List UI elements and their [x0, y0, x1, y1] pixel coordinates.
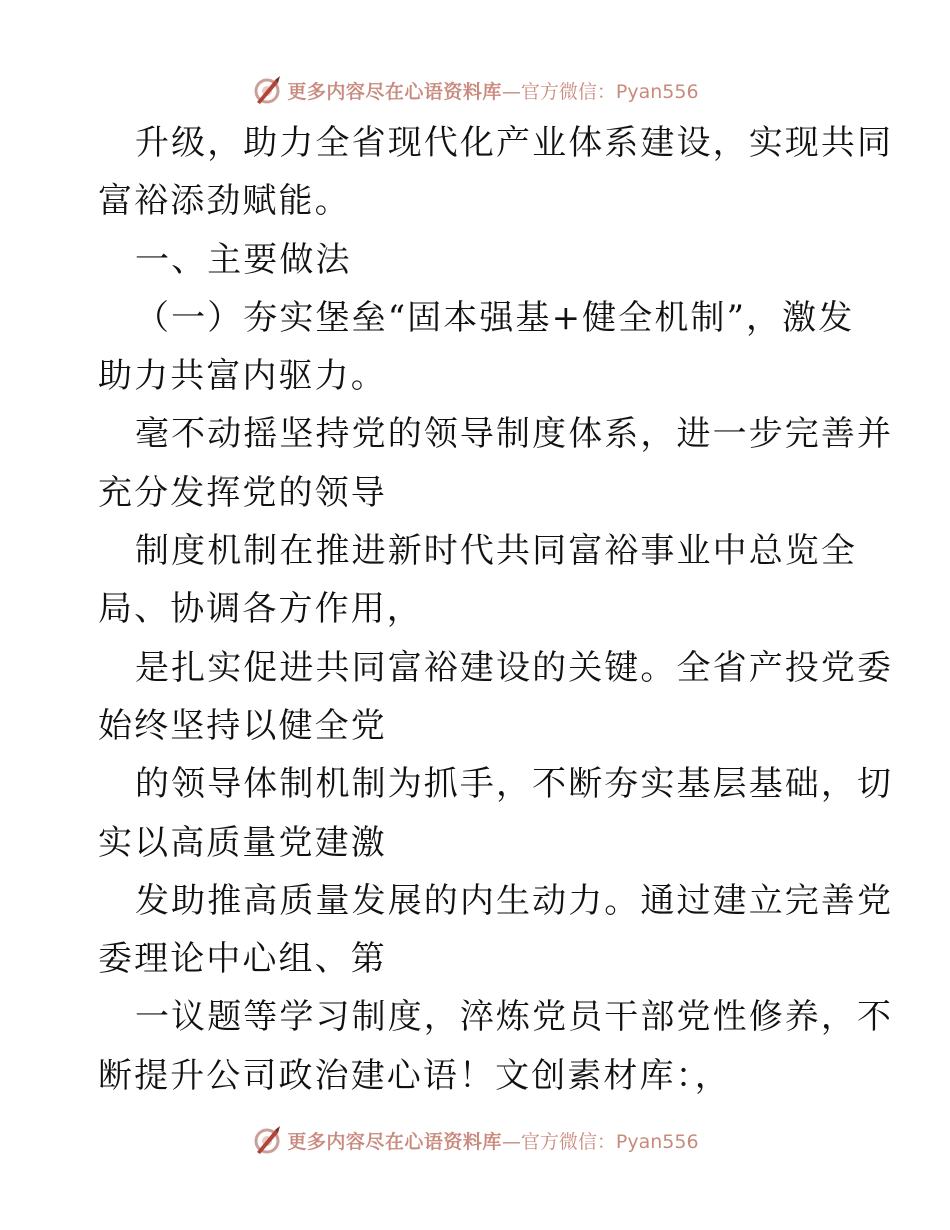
body-line: 局、协调各方作用，	[98, 589, 423, 630]
body-line: 是扎实促进共同富裕建设的关键。全省产投党委	[135, 647, 894, 688]
document-body	[98, 114, 894, 1105]
body-line: 升级，助力全省现代化产业体系建设，实现共同	[135, 123, 894, 163]
body-line: 始终坚持以健全党	[98, 705, 387, 746]
quill-seal-icon	[251, 1124, 283, 1156]
body-line: 断提升公司政治建心语！文创素材库：，	[98, 1055, 731, 1096]
body-line: 发助推高质量发展的内生动力。通过建立完善党	[135, 880, 894, 921]
banner-official-account: —官方微信：Pyan556	[501, 1130, 699, 1153]
body-line: 富裕添劲赋能。	[98, 181, 351, 222]
body-line: 毫不动摇坚持党的领导制度体系，进一步完善并	[135, 414, 894, 455]
body-line: 的领导体制机制为抓手，不断夯实基层基础，切	[135, 764, 894, 805]
subsection-heading: （一）夯实堡垒“固本强基+健全机制”，激发	[135, 297, 855, 338]
body-line: 制度机制在推进新时代共同富裕事业中总览全	[135, 531, 857, 572]
header-watermark-banner	[0, 70, 950, 110]
body-line: 一议题等学习制度，淬炼党员干部党性修养，不	[135, 997, 894, 1038]
footer-watermark-banner	[0, 1120, 950, 1160]
banner-official-account: —官方微信：Pyan556	[501, 80, 699, 103]
banner-brand-text: 更多内容尽在心语资料库	[287, 1130, 502, 1153]
banner-brand-text: 更多内容尽在心语资料库	[287, 80, 502, 103]
body-line: 实以高质量党建激	[98, 822, 387, 863]
body-line: 充分发挥党的领导	[98, 472, 387, 513]
quill-seal-icon	[251, 74, 283, 106]
section-heading: 一、主要做法	[135, 239, 352, 280]
body-line: 委理论中心组、第	[98, 939, 387, 980]
subsection-heading-cont: 助力共富内驱力。	[98, 356, 387, 397]
